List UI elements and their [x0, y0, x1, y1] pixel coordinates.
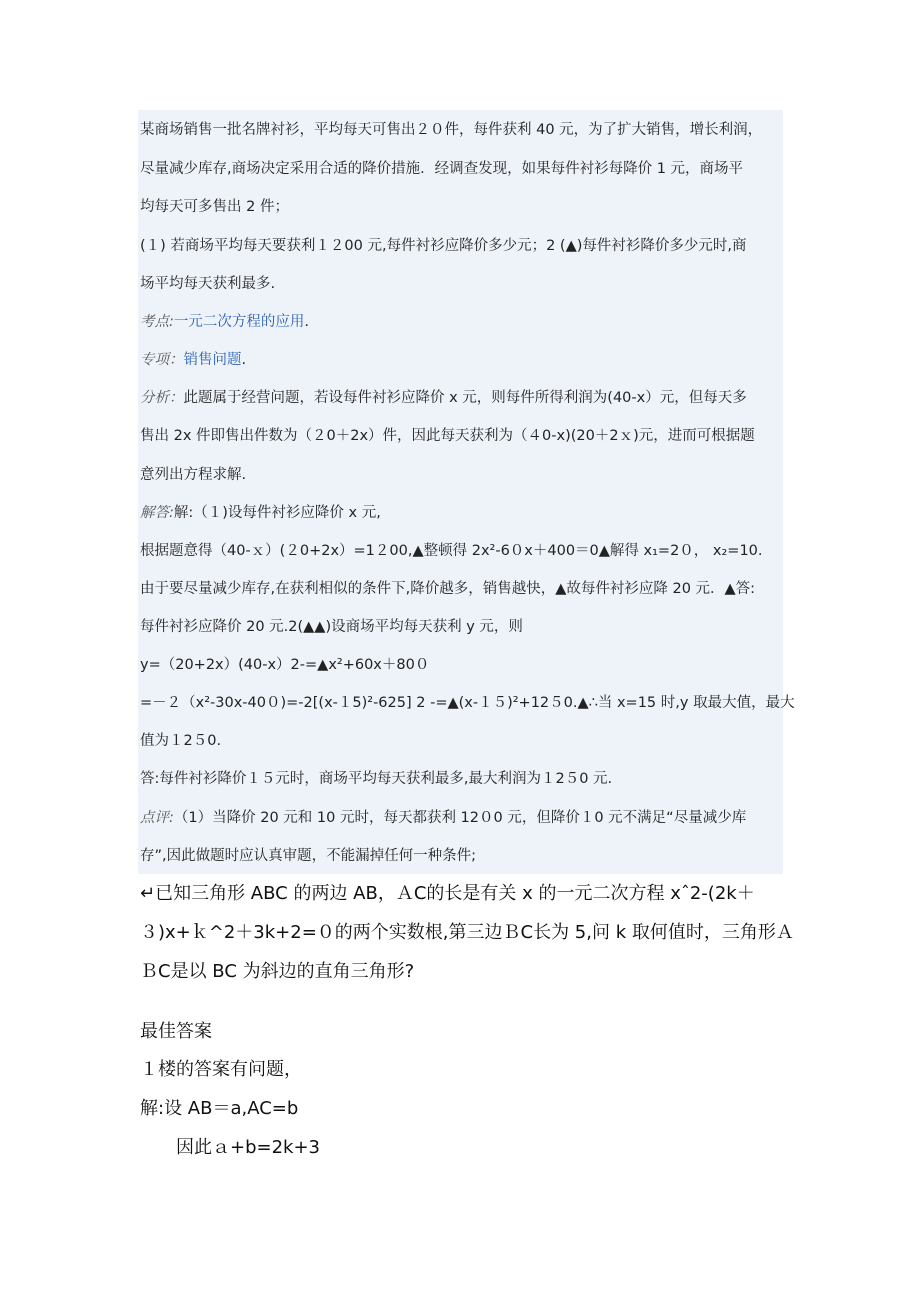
- zhuanxiang-row: [140, 350, 246, 370]
- problem1-question-line-1: (１) 若商场平均每天要获利１２00 元,每件衬衫应降价多少元；2 (▲)每件衬衫降价多少元时,商: [140, 238, 747, 254]
- kaodian-row: [140, 312, 309, 332]
- kaodian-end: .: [304, 314, 309, 330]
- answer-line-3: 因此ａ+b=2k+3: [176, 1137, 320, 1158]
- problem2-line-1: ↵已知三角形 ABC 的两边 AB，ＡC的长是有关 x 的一元二次方程 xˆ2-(2k＋: [140, 883, 755, 904]
- jieda-line-8: 答:每件衬衫降价１５元时，商场平均每天获利最多,最大利润为１2５0 元.: [140, 771, 613, 787]
- problem1-question-line-2: 场平均每天获利最多.: [140, 276, 276, 292]
- jieda-line-2: 根据题意得（40-ｘ）(２0+2x）=1２00,▲整顿得 2x²-6０x＋400＝0▲解得 x₁=2０， x₂=10.: [140, 543, 763, 559]
- dianping-line-2: 存”,因此做题时应认真审题，不能漏掉任何一种条件;: [140, 848, 477, 864]
- best-answer-heading: 最佳答案: [140, 1021, 212, 1042]
- problem1-stem-line-3: 均每天可多售出 2 件；: [140, 199, 289, 215]
- problem1-stem-line-1: 某商场销售一批名牌衬衫，平均每天可售出２０件，每件获利 40 元，为了扩大销售，增长利润，: [140, 122, 763, 138]
- jieda-text-1: 解:（１)设每件衬衫应降价 x 元,: [173, 505, 381, 521]
- jieda-label: 解答:: [140, 505, 174, 521]
- fenxi-label: 分析：: [140, 390, 184, 406]
- jieda-line-3: 由于要尽量减少库存,在获利相似的条件下,降价越多，销售越快，▲故每件衬衫应降 20 元．▲答:: [140, 581, 756, 597]
- zhuanxiang-end: .: [241, 352, 247, 368]
- solution-panel: [138, 110, 783, 874]
- jieda-line-7: 值为１2５0.: [140, 733, 222, 749]
- zhuanxiang-link[interactable]: 销售问题: [183, 352, 242, 368]
- dianping-text-1: （1）当降价 20 元和 10 元时，每天都获利 12０0 元，但降价１0 元不满足“尽量减少库: [173, 810, 747, 826]
- fenxi-text-1: 此题属于经营问题，若设每件衬衫应降价 x 元，则每件所得利润为(40-x）元，但每天多: [183, 390, 747, 406]
- dianping-label: 点评:: [140, 810, 174, 826]
- answer-line-1: １楼的答案有问题，: [140, 1059, 302, 1080]
- fenxi-line-2: 售出 2x 件即售出件数为（２0＋2x）件，因此每天获利为（４0-x)(20＋2ｘ)元，进而可根据题: [140, 428, 755, 444]
- problem1-stem-line-2: 尽量减少库存,商场决定采用合适的降价措施．经调查发现，如果每件衬衫每降价 1 元，商场平: [140, 161, 744, 177]
- problem2-line-2: ３)x+ｋ^2＋3k+2=０的两个实数根,第三边ＢC长为 5,问 k 取何值时，三角形Ａ: [140, 922, 794, 943]
- jieda-line-1: [140, 503, 381, 523]
- fenxi-line-1: [140, 388, 747, 408]
- jieda-line-4: 每件衬衫应降价 20 元.2(▲▲)设商场平均每天获利 y 元，则: [140, 619, 523, 635]
- fenxi-line-3: 意列出方程求解.: [140, 467, 247, 483]
- problem2-line-3: ＢC是以 BC 为斜边的直角三角形?: [140, 961, 415, 982]
- jieda-line-5: y=（20+2x）(40-x）2-=▲x²+60x＋80０: [140, 657, 430, 673]
- jieda-line-6: =－２（x²-30x-40０)=-2[(x-１5)²-625] 2 -=▲(x-１５)²+12５0.▲∴当 x=15 时,y 取最大值，最大: [140, 695, 795, 711]
- dianping-line-1: [140, 808, 746, 828]
- kaodian-label: 考点:: [140, 314, 174, 330]
- zhuanxiang-label: 专项：: [140, 352, 184, 368]
- answer-line-2: 解:设 AB＝a,AC=b: [140, 1098, 299, 1119]
- kaodian-link[interactable]: 一元二次方程的应用: [173, 314, 305, 330]
